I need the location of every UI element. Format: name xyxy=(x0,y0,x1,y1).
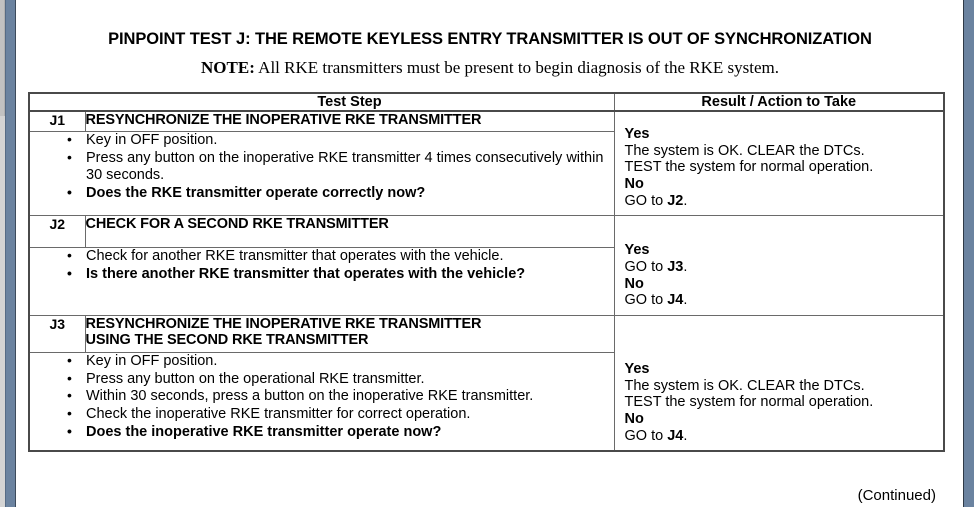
pinpoint-test-table xyxy=(28,92,945,452)
result-yes-line-j2 xyxy=(625,259,938,276)
bullet-list-j3 xyxy=(30,353,614,441)
left-window-edge-bar xyxy=(5,0,16,507)
list-item: • Check for another RKE transmitter that operates with the vehicle. xyxy=(86,248,614,265)
table-header-row xyxy=(29,93,944,111)
note-paragraph xyxy=(17,49,963,78)
result-no-target-j3: J4 xyxy=(667,427,684,444)
list-item: • Key in OFF position. xyxy=(86,132,614,149)
result-no-prefix-j2: GO to xyxy=(624,292,668,309)
step-body-j1 xyxy=(29,132,614,216)
bullet-list-j2 xyxy=(30,248,614,283)
result-no-prefix-j3: GO to xyxy=(624,427,668,444)
result-cell-j1 xyxy=(614,111,944,216)
pinpoint-table-wrap xyxy=(28,92,945,452)
step-body-j3 xyxy=(29,352,614,451)
step-id-j2: J2 xyxy=(29,216,85,248)
list-item: • Press any button on the inoperative RKE transmitter 4 times consecutively within 30 seconds. xyxy=(86,150,614,184)
result-no-prefix-j1: GO to xyxy=(624,192,668,209)
table-row-j3-title xyxy=(29,316,944,353)
page-title: PINPOINT TEST J: THE REMOTE KEYLESS ENTRY TRANSMITTER IS OUT OF SYNCHRONIZATION xyxy=(108,30,872,48)
step-title-line: USING THE SECOND RKE TRANSMITTER xyxy=(85,332,369,349)
right-window-edge-bar xyxy=(963,0,974,507)
note-text: All RKE transmitters must be present to begin diagnosis of the RKE system. xyxy=(254,58,779,77)
step-title-line: CHECK FOR A SECOND RKE TRANSMITTER xyxy=(85,216,389,233)
table-row-j2-title xyxy=(29,216,944,248)
result-no-target-j1: J2 xyxy=(667,192,684,209)
result-no-suffix-j1: . xyxy=(683,192,688,209)
result-no-line-j3 xyxy=(625,428,938,445)
list-item: • Does the RKE transmitter operate correctly now? xyxy=(86,185,614,202)
list-item: • Does the inoperative RKE transmitter operate now? xyxy=(86,424,614,441)
result-yes-suffix-j2: . xyxy=(683,259,688,276)
step-body-j2 xyxy=(29,248,614,316)
step-title-line: RESYNCHRONIZE THE INOPERATIVE RKE TRANSMITTER xyxy=(85,316,482,333)
document-sheet xyxy=(17,0,963,507)
result-yes-label-j3: Yes xyxy=(624,361,650,378)
result-no-line-j1 xyxy=(625,193,938,210)
header-cell-result: Result / Action to Take xyxy=(614,93,944,111)
result-yes-line-1-j1: The system is OK. CLEAR the DTCs. xyxy=(624,142,865,159)
result-inner-j2 xyxy=(615,216,944,315)
step-title-j2 xyxy=(85,216,614,248)
result-no-target-j2: J4 xyxy=(667,292,684,309)
result-yes-line-2-j1: TEST the system for normal operation. xyxy=(624,159,874,176)
result-inner-j1 xyxy=(615,112,944,215)
result-cell-j2 xyxy=(614,216,944,316)
result-yes-label-j2: Yes xyxy=(624,242,650,259)
list-item: • Is there another RKE transmitter that operates with the vehicle? xyxy=(86,266,614,283)
bullet-list-j1 xyxy=(30,132,614,201)
result-no-label-j3: No xyxy=(624,411,644,428)
continued-label: (Continued) xyxy=(857,487,936,504)
list-item: • Within 30 seconds, press a button on the inoperative RKE transmitter. xyxy=(86,388,614,405)
table-row-j1-title xyxy=(29,111,944,132)
header-cell-id xyxy=(29,93,85,111)
result-no-label-j1: No xyxy=(624,176,644,193)
result-yes-label-j1: Yes xyxy=(624,126,650,142)
result-no-line-j2 xyxy=(625,292,938,309)
list-item: • Check the inoperative RKE transmitter for correct operation. xyxy=(86,406,614,423)
result-inner-j3 xyxy=(615,316,944,450)
note-label: NOTE: xyxy=(201,58,255,77)
step-id-j3: J3 xyxy=(29,316,85,353)
result-no-suffix-j3: . xyxy=(683,427,688,444)
result-no-label-j2: No xyxy=(624,275,644,292)
list-item: • Press any button on the operational RKE transmitter. xyxy=(86,371,614,388)
header-cell-test-step: Test Step xyxy=(85,93,614,111)
step-id-j1: J1 xyxy=(29,111,85,132)
result-yes-line-2-j3: TEST the system for normal operation. xyxy=(624,394,874,411)
step-title-j3 xyxy=(85,316,614,353)
result-cell-j3 xyxy=(614,316,944,452)
result-yes-prefix-j2: GO to xyxy=(624,259,668,276)
list-item: • Key in OFF position. xyxy=(86,353,614,370)
result-no-suffix-j2: . xyxy=(683,292,688,309)
result-yes-line-1-j3: The system is OK. CLEAR the DTCs. xyxy=(624,377,865,394)
step-title-line: RESYNCHRONIZE THE INOPERATIVE RKE TRANSMITTER xyxy=(85,112,482,128)
step-title-j1 xyxy=(85,111,614,132)
result-yes-target-j2: J3 xyxy=(667,259,684,276)
